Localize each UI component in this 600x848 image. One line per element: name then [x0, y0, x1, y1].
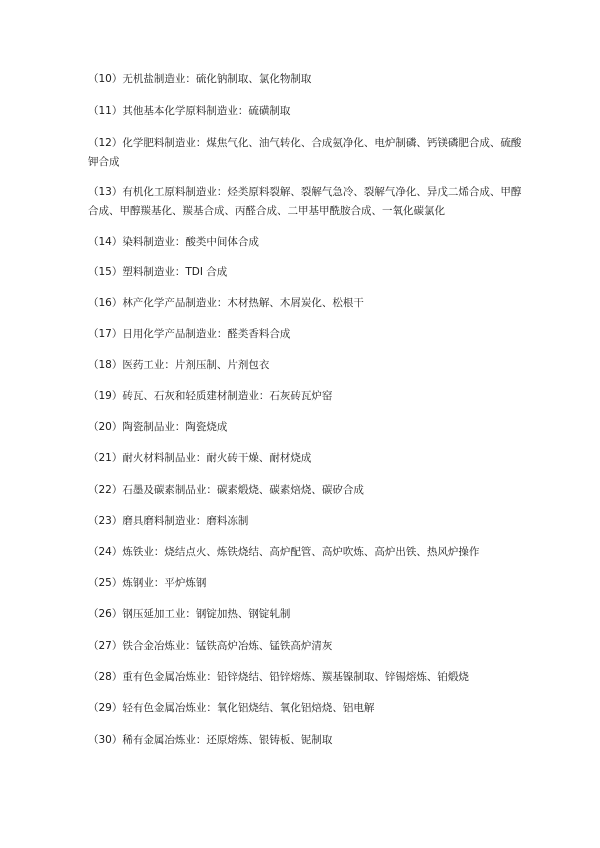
- list-item: （10）无机盐制造业：硫化钠制取、氯化物制取: [88, 73, 312, 85]
- list-item: （16）林产化学产品制造业：木材热解、木屑炭化、松根干: [88, 297, 364, 309]
- list-item: （24）炼铁业：烧结点火、炼铁烧结、高炉配管、高炉吹炼、高炉出铁、热风炉操作: [88, 546, 480, 558]
- list-item: （23）磨具磨料制造业：磨料冻制: [88, 515, 249, 527]
- list-item: （22）石墨及碳素制品业：碳素煅烧、碳素焙烧、碳矽合成: [88, 484, 364, 496]
- list-item: （30）稀有金属冶炼业：还原熔炼、银铸板、铌制取: [88, 734, 333, 746]
- list-item: （13）有机化工原料制造业：烃类原料裂解、裂解气急冷、裂解气净化、异戊二烯合成、甲醇合成、甲醇羰基化、羰基合成、丙醛合成、二甲基甲酰胺合成、一氧化碳氯化: [88, 186, 522, 217]
- list-item: （17）日用化学产品制造业：醛类香料合成: [88, 328, 291, 340]
- list-item: （28）重有色金属冶炼业：铅锌烧结、铅锌熔炼、羰基镍制取、锌锡熔炼、铂煅烧: [88, 671, 469, 683]
- list-item: （29）轻有色金属冶炼业：氧化铝烧结、氧化铝焙烧、铝电解: [88, 702, 375, 714]
- list-item: （21）耐火材料制品业：耐火砖干燥、耐材烧成: [88, 452, 312, 464]
- list-item: （20）陶瓷制品业：陶瓷烧成: [88, 421, 228, 433]
- list-item: （11）其他基本化学原料制造业：硫磺制取: [88, 105, 291, 117]
- list-item: （26）钢压延加工业：钢锭加热、钢锭轧制: [88, 608, 291, 620]
- list-item: （12）化学肥料制造业：煤焦气化、油气转化、合成氨净化、电炉制磷、钙镁磷肥合成、硫酸钾合成: [88, 137, 522, 168]
- list-item: （27）铁合金冶炼业：锰铁高炉冶炼、锰铁高炉清灰: [88, 640, 333, 652]
- list-item: （25）炼钢业：平炉炼钢: [88, 577, 207, 589]
- list-item: （18）医药工业：片剂压制、片剂包衣: [88, 359, 270, 371]
- list-item: （19）砖瓦、石灰和轻质建材制造业：石灰砖瓦炉窑: [88, 390, 333, 402]
- list-item: （15）塑料制造业：TDI 合成: [88, 266, 228, 278]
- list-item: （14）染料制造业：酸类中间体合成: [88, 236, 259, 248]
